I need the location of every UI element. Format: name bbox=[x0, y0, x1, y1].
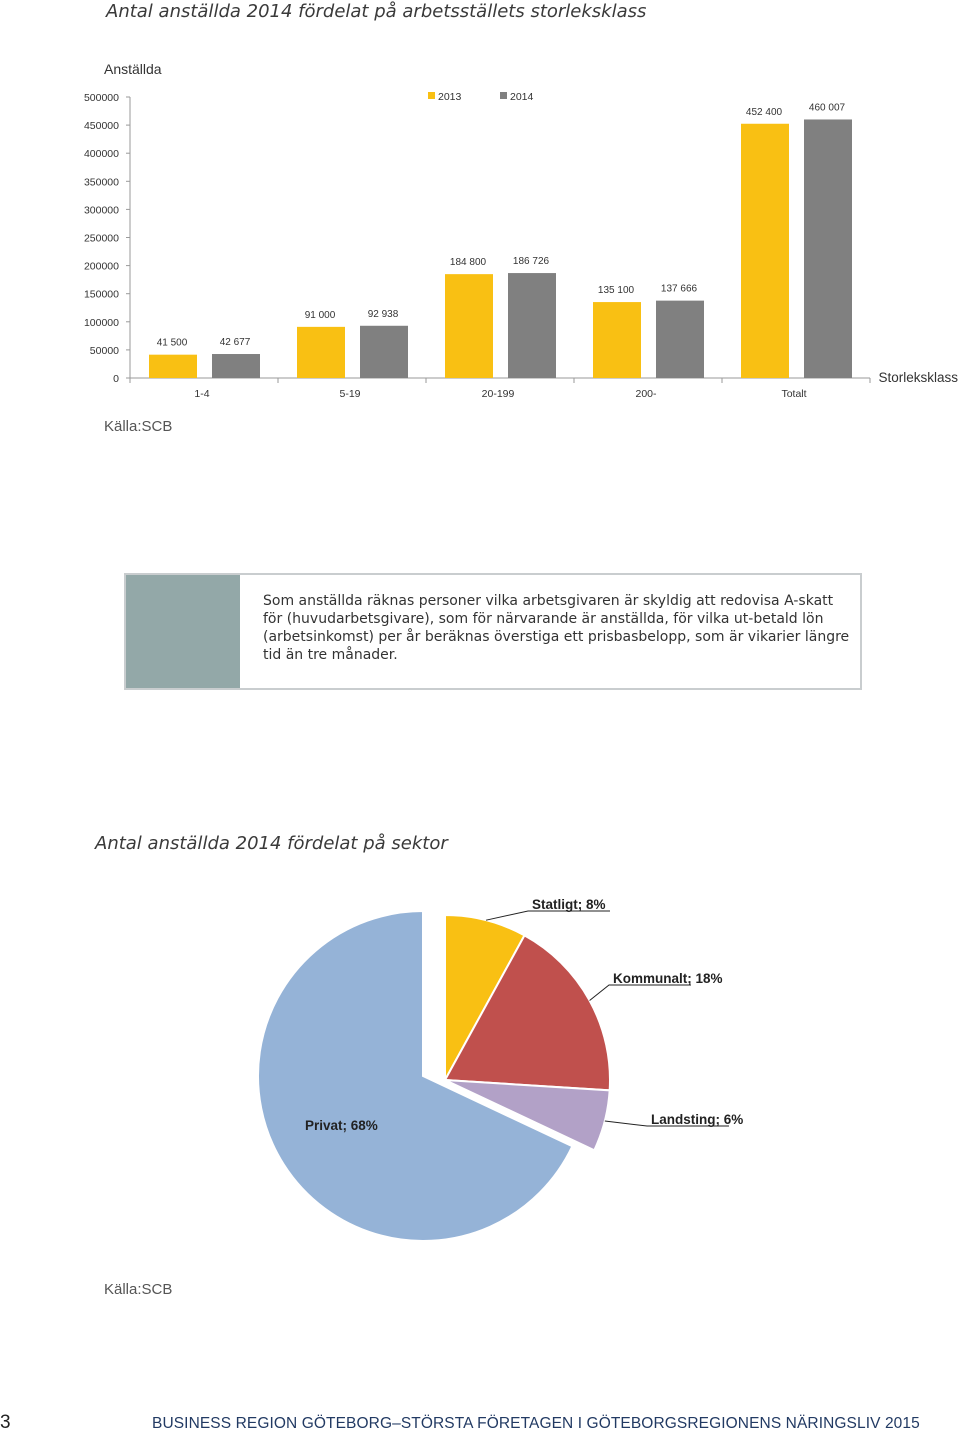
bar-value-label: 41 500 bbox=[156, 337, 188, 349]
pie-leader-line-statligt bbox=[486, 911, 610, 920]
y-tick-label: 200000 bbox=[83, 260, 119, 273]
pie-chart-title: Antal anställda 2014 fördelat på sektor bbox=[95, 833, 448, 854]
pie-label-kommunalt: Kommunalt; 18% bbox=[613, 971, 723, 986]
y-tick-label: 350000 bbox=[83, 176, 119, 189]
bar-2014-200- bbox=[656, 301, 704, 378]
pie-label-statligt: Statligt; 8% bbox=[532, 897, 606, 912]
x-category-label: 1-4 bbox=[194, 388, 210, 400]
bar-2013-1-4 bbox=[149, 355, 197, 378]
y-tick-label: 50000 bbox=[89, 344, 119, 357]
y-tick-label: 250000 bbox=[83, 232, 119, 245]
bar-value-label: 452 400 bbox=[745, 106, 783, 118]
source-label-top: Källa:SCB bbox=[104, 418, 173, 435]
y-tick-label: 300000 bbox=[83, 204, 119, 217]
bar-2013-5-19 bbox=[297, 327, 345, 378]
y-tick-label: 450000 bbox=[83, 120, 119, 133]
x-category-label: 20-199 bbox=[481, 388, 515, 400]
footer-text: BUSINESS REGION GÖTEBORG–STÖRSTA FÖRETAGEN I GÖTEBORGSREGIONENS NÄRINGSLIV 2015 bbox=[152, 1415, 920, 1432]
x-category-label: Totalt bbox=[781, 388, 807, 400]
legend-swatch-2014 bbox=[500, 92, 507, 99]
bar-value-label: 91 000 bbox=[304, 309, 336, 321]
bar-value-label: 42 677 bbox=[219, 337, 251, 349]
bar-2014-1-4 bbox=[212, 354, 260, 378]
x-category-label: 200- bbox=[635, 388, 657, 400]
x-axis-title: Storleksklass bbox=[878, 370, 958, 385]
bar-2013-20-199 bbox=[445, 274, 493, 378]
definition-box bbox=[124, 573, 862, 690]
bar-value-label: 184 800 bbox=[449, 257, 487, 269]
pie-leader-line-kommunalt bbox=[590, 985, 691, 1001]
bar-value-label: 186 726 bbox=[512, 256, 550, 268]
x-category-label: 5-19 bbox=[339, 388, 361, 400]
bar-chart-title: Antal anställda 2014 fördelat på arbetsställets storleksklass bbox=[106, 1, 647, 22]
bar-2013-200- bbox=[593, 302, 641, 378]
y-tick-label: 100000 bbox=[83, 316, 119, 329]
pie-label-landsting: Landsting; 6% bbox=[651, 1112, 744, 1127]
bar-2014-20-199 bbox=[508, 273, 556, 378]
page-number: 3 bbox=[0, 1412, 11, 1433]
pie-chart bbox=[0, 880, 960, 1270]
bar-value-label: 135 100 bbox=[597, 285, 635, 297]
y-tick-label: 400000 bbox=[83, 148, 119, 161]
bar-value-label: 460 007 bbox=[808, 102, 846, 114]
bar-2013-Totalt bbox=[741, 124, 789, 378]
bar-2014-5-19 bbox=[360, 326, 408, 378]
definition-text: Som anställda räknas personer vilka arbetsgivaren är skyldig att redovisa A-skatt för (huvudarbetsgivare), som för närvarande är anställda, för vilka ut-betald lön (arbetsinkomst) per år beräknas överstiga ett prisbasbelopp, som är vikarier längre tid än tre månader. bbox=[263, 593, 850, 663]
y-tick-label: 500000 bbox=[83, 92, 119, 104]
y-axis-title: Anställda bbox=[104, 61, 162, 77]
definition-box-swatch bbox=[126, 575, 240, 688]
y-tick-label: 0 bbox=[113, 373, 119, 385]
bar-value-label: 137 666 bbox=[660, 283, 698, 295]
y-tick-label: 150000 bbox=[83, 288, 119, 301]
source-label-bottom: Källa:SCB bbox=[104, 1281, 173, 1298]
legend-label-2014: 2014 bbox=[510, 91, 534, 103]
pie-label-privat: Privat; 68% bbox=[305, 1118, 378, 1133]
bar-value-label: 92 938 bbox=[367, 308, 399, 320]
bar-2014-Totalt bbox=[804, 119, 852, 378]
legend-swatch-2013 bbox=[428, 92, 435, 99]
bar-chart bbox=[0, 50, 960, 410]
legend-label-2013: 2013 bbox=[438, 91, 462, 103]
